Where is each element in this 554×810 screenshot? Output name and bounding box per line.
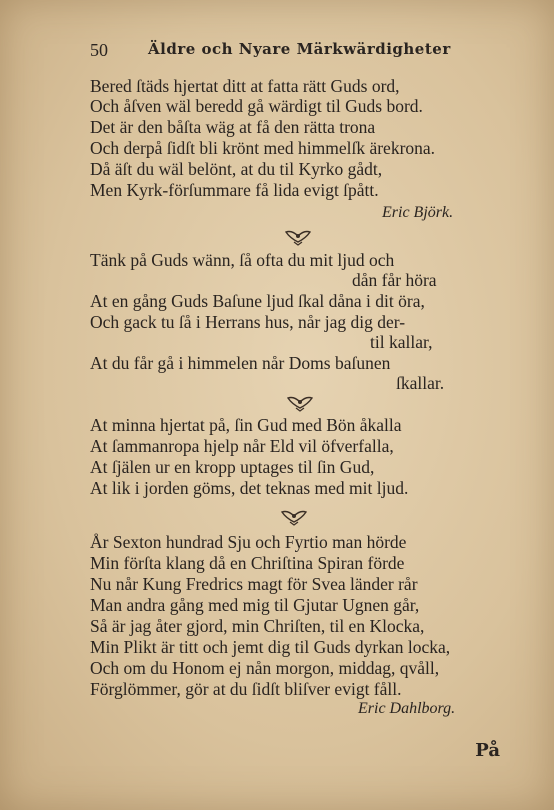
signature: Eric Björk. (382, 204, 454, 221)
poem-line: At minna hjertat på, ſin Gud med Bön åkalla (90, 415, 402, 435)
poem-line: Och gack tu ſå i Herrans hus, når jag dig der- (90, 312, 406, 332)
poem-line: Förglömmer, gör at du ſidſt bliſver evigt fåll. (90, 679, 402, 699)
poem-line: At ſammanropa hjelp når Eld vil öfverfalla, (90, 436, 394, 456)
ornament-icon (280, 508, 308, 526)
poem-line: Det är den båſta wäg at få den rätta trona (90, 117, 376, 137)
poem-line: Tänk på Guds wänn, ſå ofta du mit ljud och (90, 250, 395, 270)
ornament-icon (286, 394, 314, 412)
poem-line: Bered ſtäds hjertat ditt at fatta rätt Guds ord, (90, 76, 400, 96)
poem-line: Och om du Honom ej nån morgon, middag, qvåll, (90, 658, 440, 678)
catchword: På (475, 740, 500, 761)
poem-line: Och derpå ſidſt bli krönt med himmelſk ärekrona. (90, 138, 436, 158)
poem-line: År Sexton hundrad Sju och Fyrtio man hörde (90, 532, 407, 552)
poem-line: Man andra gång med mig til Gjutar Ugnen går, (90, 595, 420, 615)
poem-line: Men Kyrk-förſummare få lida evigt ſpått. (90, 180, 379, 200)
poem-line: til kallar, (370, 332, 433, 352)
page-number: 50 (90, 40, 108, 60)
poem-line: Och åſven wäl beredd gå wärdigt til Guds bord. (90, 96, 423, 116)
poem-line: Min förſta klang då en Chriſtina Spiran förde (90, 553, 405, 573)
poem-line: At du får gå i himmelen når Doms baſunen (90, 353, 391, 373)
poem-line: dån får höra (352, 270, 437, 290)
running-title: Äldre och Nyare Märkwärdigheter (148, 40, 451, 58)
poem-line: At ſjälen ur en kropp uptages til ſin Gud, (90, 457, 375, 477)
ornament-icon (284, 228, 312, 246)
poem-line: Min Plikt är titt och jemt dig til Guds dyrkan locka, (90, 637, 451, 657)
poem-line: Så är jag åter gjord, min Chriſten, til en Klocka, (90, 616, 425, 636)
page-header (90, 40, 490, 70)
poem-line: At en gång Guds Baſune ljud ſkal dåna i dit öra, (90, 291, 425, 311)
poem-line: ſkallar. (396, 373, 445, 393)
poem-line: At lik i jorden göms, det teknas med mit ljud. (90, 478, 409, 498)
signature: Eric Dahlborg. (358, 700, 456, 717)
poem-line: Då äſt du wäl belönt, at du til Kyrko gådt, (90, 159, 383, 179)
poem-line: Nu når Kung Fredrics magt för Svea länder rår (90, 574, 418, 594)
